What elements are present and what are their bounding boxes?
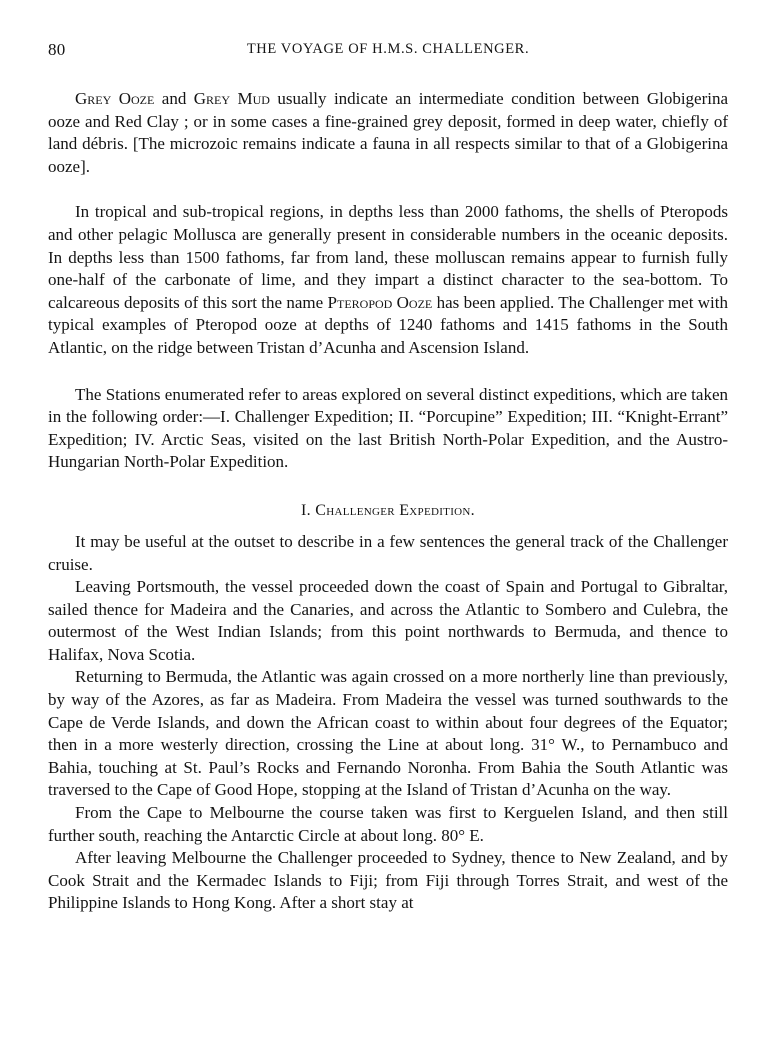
connector-text: and — [161, 89, 187, 108]
term-grey-mud: Grey Mud — [193, 89, 270, 108]
running-title: THE VOYAGE OF H.M.S. CHALLENGER. — [246, 41, 530, 57]
term-grey-ooze: Grey Ooze — [75, 89, 155, 108]
paragraph-text: has been applied. The Challenger met with typical examples of Pteropod ooze at depths of 1240 fathoms and 1415 fathoms in the South Atlantic, on the ridge between Tristan d’Acunha and Ascension Island. — [48, 292, 728, 357]
paragraph-portsmouth: Leaving Portsmouth, the vessel proceeded down the coast of Spain and Portugal to Gibraltar, sailed thence for Madeira and the Canaries, and across the Atlantic to Sombero and Culebra, the outermost of the West Indian Islands; from this point northwards to Bermuda, and thence to Halifax, Nova Scotia. — [48, 577, 728, 664]
paragraph-melbourne: After leaving Melbourne the Challenger proceeded to Sydney, thence to New Zealand, and by Cook Strait and the Kermadec Islands to Fiji; from Fiji through Torres Strait, and west of the Philippine Islands to Hong Kong. After a short stay at — [48, 848, 728, 913]
paragraph-text: usually indicate an intermediate condition between Globigerina ooze and Red Clay ; or in some cases a fine-grained grey deposit, formed in deep water, chiefly of land débris. [The microzoic remains indicate a fauna in all respects similar to that of a Globigerina ooze]. — [48, 89, 729, 176]
paragraph-bermuda: Returning to Bermuda, the Atlantic was again crossed on a more northerly line than previously, by way of the Azores, as far as Madeira. From Madeira the vessel was turned southwards to the Cape de Verde Islands, and down the African coast to within about four degrees of the Equator; then in a more westerly direction, crossing the Line at about long. 31° W., to Pernambuco and Bahia, touching at St. Paul’s Rocks and Fernando Noronha. From Bahia the South Atlantic was traversed to the Cape of Good Hope, stopping at the Island of Tristan d’Acunha on the way. — [48, 667, 728, 800]
book-page — [48, 40, 728, 915]
paragraph-grey-ooze — [48, 88, 728, 178]
term-pteropod-ooze: Pteropod Ooze — [327, 292, 433, 312]
paragraph-stations — [48, 384, 728, 474]
paragraph-text: In tropical and sub-tropical regions, in depths less than 2000 fathoms, the shells of Pteropods and other pelagic Mollusca are generally present in considerable numbers in the oceanic deposits. In depths less than 1500 fathoms, far from land, these molluscan remains appear to furnish fully one-half of the carbonate of lime, and they impart a distinct character to the sea-bottom. To calcareous deposits of this sort the name — [48, 202, 728, 312]
paragraph-track-intro: It may be useful at the outset to describe in a few sentences the general track of the Challenger cruise. — [48, 531, 728, 574]
page-number: 80 — [48, 40, 66, 59]
paragraph-cape: From the Cape to Melbourne the course taken was first to Kerguelen Island, and then still further south, reaching the Antarctic Circle at about long. 80° E. — [48, 803, 728, 845]
running-head — [48, 40, 728, 66]
section-heading: I. Challenger Expedition. — [301, 501, 475, 519]
paragraph-text: The Stations enumerated refer to areas explored on several distinct expeditions, which are taken in the following order:—I. Challenger Expedition; II. “Porcupine” Expedition; III. “Knight-Errant” Expedition; IV. Arctic Seas, visited on the last British North-Polar Expedition, and the Austro-Hungarian North-Polar Expedition. — [48, 384, 728, 472]
paragraph-pteropod-ooze — [48, 201, 728, 359]
